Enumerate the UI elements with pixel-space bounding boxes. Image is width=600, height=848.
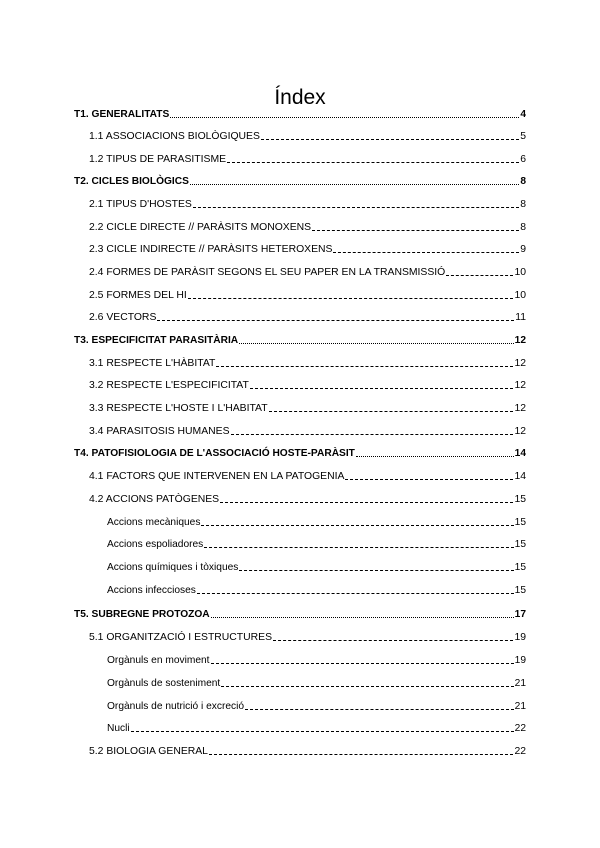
toc-entry-page: 12 xyxy=(514,403,526,414)
toc-entry-page: 15 xyxy=(514,517,526,528)
dot-leader xyxy=(211,616,514,618)
dot-leader xyxy=(261,138,519,140)
toc-entry-label: Accions mecàniques xyxy=(107,517,201,528)
toc-entry-page: 19 xyxy=(514,632,526,643)
toc-entry-nucli[interactable] xyxy=(107,721,526,737)
toc-entry-2-3[interactable] xyxy=(89,242,526,258)
toc-entry-label: 1.1 ASSOCIACIONS BIOLÒGIQUES xyxy=(89,131,260,142)
toc-entry-page: 21 xyxy=(514,701,526,712)
toc-entry-4-2[interactable] xyxy=(89,492,526,508)
toc-entry-page: 12 xyxy=(514,426,526,437)
page-title: Índex xyxy=(274,86,326,110)
toc-entry-accions-espoliadores[interactable] xyxy=(107,537,526,553)
toc-entry-label: 2.1 TIPUS D'HOSTES xyxy=(89,199,192,210)
toc-entry-page: 10 xyxy=(514,267,526,278)
toc-entry-3-1[interactable] xyxy=(89,356,526,372)
dot-leader xyxy=(356,455,514,457)
toc-entry-label: 2.5 FORMES DEL HI xyxy=(89,290,187,301)
dot-leader xyxy=(345,478,513,480)
toc-entry-label: Accions infeccioses xyxy=(107,585,196,596)
toc-entry-page: 15 xyxy=(514,539,526,550)
toc-entry-1-1[interactable] xyxy=(89,129,526,145)
toc-entry-1-2[interactable] xyxy=(89,152,526,168)
toc-entry-label: Accions espoliadores xyxy=(107,539,204,550)
toc-entry-page: 14 xyxy=(514,448,526,459)
toc-entry-page: 8 xyxy=(520,199,526,210)
toc-entry-t4[interactable] xyxy=(74,446,526,462)
dot-leader xyxy=(211,662,514,664)
dot-leader xyxy=(204,546,513,548)
toc-entry-accions-mecaniques[interactable] xyxy=(107,515,526,531)
toc-entry-label: Orgànuls de sosteniment xyxy=(107,678,221,689)
toc-entry-page: 4 xyxy=(520,109,526,120)
dot-leader xyxy=(333,251,519,253)
dot-leader xyxy=(209,753,513,755)
dot-leader xyxy=(220,501,513,503)
toc-entry-t3[interactable] xyxy=(74,333,526,349)
toc-entry-2-1[interactable] xyxy=(89,197,526,213)
toc-entry-page: 12 xyxy=(514,335,526,346)
dot-leader xyxy=(269,410,514,412)
toc-entry-3-4[interactable] xyxy=(89,424,526,440)
toc-entry-label: 3.1 RESPECTE L'HÀBITAT xyxy=(89,358,216,369)
toc-entry-page: 11 xyxy=(515,312,526,323)
toc-entry-5-2[interactable] xyxy=(89,744,526,760)
toc-entry-t5[interactable] xyxy=(74,607,526,623)
toc-entry-label: 3.2 RESPECTE L'ESPECIFICITAT xyxy=(89,380,249,391)
toc-entry-label: T3. ESPECIFICITAT PARASITÀRIA xyxy=(74,335,239,346)
toc-entry-label: 3.4 PARASITOSIS HUMANES xyxy=(89,426,230,437)
toc-entry-accions-infeccioses[interactable] xyxy=(107,583,526,599)
toc-entry-page: 6 xyxy=(520,154,526,165)
toc-entry-label: 5.1 ORGANITZACIÓ I ESTRUCTURES xyxy=(89,632,273,643)
toc-entry-2-4[interactable] xyxy=(89,265,526,281)
toc-entry-page: 12 xyxy=(514,358,526,369)
dot-leader xyxy=(216,365,513,367)
toc-entry-page: 8 xyxy=(520,176,526,187)
toc-entry-page: 19 xyxy=(514,655,526,666)
dot-leader xyxy=(190,183,519,185)
dot-leader xyxy=(221,685,513,687)
toc-entry-5-1[interactable] xyxy=(89,630,526,646)
toc-entry-page: 22 xyxy=(514,723,526,734)
toc-entry-label: 4.2 ACCIONS PATÒGENES xyxy=(89,494,220,505)
toc-entry-2-6[interactable] xyxy=(89,310,526,326)
toc-entry-t1[interactable] xyxy=(74,107,526,123)
toc-entry-label: 2.3 CICLE INDIRECTE // PARÀSITS HETEROXENS xyxy=(89,244,333,255)
toc-entry-label: 5.2 BIOLOGIA GENERAL xyxy=(89,746,208,757)
toc-entry-label: T5. SUBREGNE PROTOZOA xyxy=(74,609,210,620)
toc-entry-3-3[interactable] xyxy=(89,401,526,417)
toc-entry-organuls-nutricio[interactable] xyxy=(107,699,526,715)
dot-leader xyxy=(227,161,519,163)
dot-leader xyxy=(231,433,514,435)
toc-entry-label: 3.3 RESPECTE L'HOSTE I L'HABITAT xyxy=(89,403,268,414)
toc-entry-page: 22 xyxy=(514,746,526,757)
dot-leader xyxy=(239,342,514,344)
dot-leader xyxy=(250,387,514,389)
toc-entry-accions-quimiques[interactable] xyxy=(107,560,526,576)
toc-entry-label: 2.4 FORMES DE PARÀSIT SEGONS EL SEU PAPER EN LA TRANSMISSIÓ xyxy=(89,267,446,278)
toc-entry-label: T2. CICLES BIOLÒGICS xyxy=(74,176,189,187)
toc-entry-page: 12 xyxy=(514,380,526,391)
toc-entry-label: 4.1 FACTORS QUE INTERVENEN EN LA PATOGENIA xyxy=(89,471,345,482)
dot-leader xyxy=(312,229,519,231)
toc-entry-page: 9 xyxy=(520,244,526,255)
dot-leader xyxy=(201,524,513,526)
toc-entry-label: 1.2 TIPUS DE PARASITISME xyxy=(89,154,227,165)
dot-leader xyxy=(193,206,519,208)
toc-entry-page: 17 xyxy=(514,609,526,620)
dot-leader xyxy=(446,274,513,276)
toc-entry-organuls-sosteniment[interactable] xyxy=(107,676,526,692)
toc-entry-label: 2.6 VECTORS xyxy=(89,312,157,323)
toc-entry-label: T4. PATOFISIOLOGIA DE L'ASSOCIACIÓ HOSTE-PARÀSIT xyxy=(74,448,355,459)
dot-leader xyxy=(239,569,513,571)
toc-entry-page: 10 xyxy=(514,290,526,301)
toc-entry-label: Accions químiques i tòxiques xyxy=(107,562,239,573)
toc-entry-page: 15 xyxy=(514,494,526,505)
dot-leader xyxy=(170,116,519,118)
toc-entry-label: Nucli xyxy=(107,723,130,734)
toc-entry-label: Orgànuls de nutrició i excreció xyxy=(107,701,245,712)
toc-entry-3-2[interactable] xyxy=(89,378,526,394)
toc-entry-page: 21 xyxy=(514,678,526,689)
toc-entry-page: 8 xyxy=(520,222,526,233)
toc-entry-2-2[interactable] xyxy=(89,220,526,236)
toc-entry-page: 15 xyxy=(514,562,526,573)
dot-leader xyxy=(131,730,514,732)
toc-entry-organuls-moviment[interactable] xyxy=(107,653,526,669)
dot-leader xyxy=(188,297,514,299)
toc-entry-2-5[interactable] xyxy=(89,288,526,304)
toc-entry-label: T1. GENERALITATS xyxy=(74,109,170,120)
toc-entry-t2[interactable] xyxy=(74,174,526,190)
toc-entry-page: 5 xyxy=(520,131,526,142)
toc-entry-page: 14 xyxy=(514,471,526,482)
toc-entry-label: 2.2 CICLE DIRECTE // PARÀSITS MONOXENS xyxy=(89,222,312,233)
dot-leader xyxy=(197,592,514,594)
dot-leader xyxy=(157,319,514,321)
toc-entry-4-1[interactable] xyxy=(89,469,526,485)
dot-leader xyxy=(245,708,514,710)
dot-leader xyxy=(273,639,513,641)
toc-entry-page: 15 xyxy=(514,585,526,596)
toc-entry-label: Orgànuls en moviment xyxy=(107,655,210,666)
